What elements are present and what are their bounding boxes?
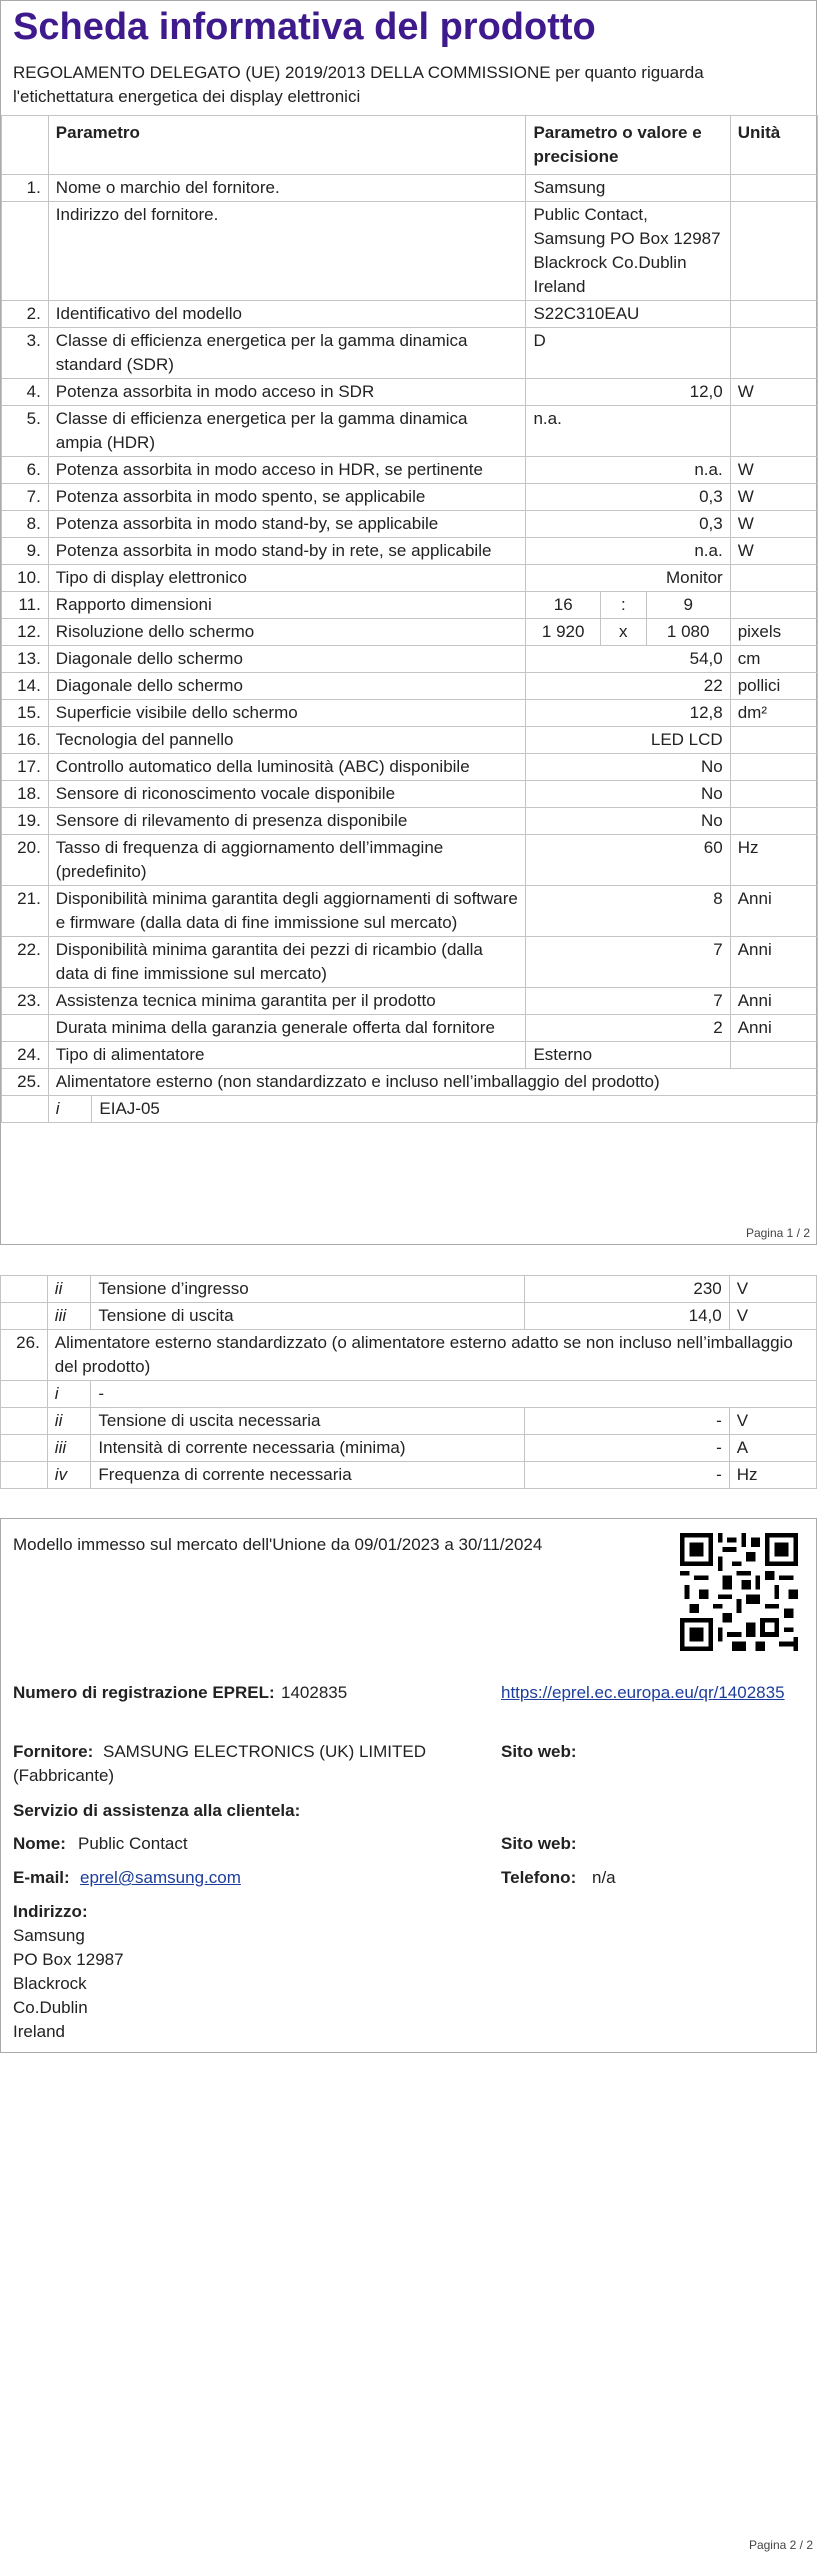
parameter-label: Potenza assorbita in modo stand-by, se applicabile: [48, 511, 526, 538]
table-row: [2, 406, 818, 457]
parameter-label: Sensore di rilevamento di presenza disponibile: [48, 808, 526, 835]
row-number: 17.: [2, 754, 49, 781]
parameter-label: Durata minima della garanzia generale offerta dal fornitore: [48, 1015, 526, 1042]
qr-code-icon: [680, 1533, 798, 1651]
parameter-value: 0,3: [526, 484, 730, 511]
parameter-unit: pollici: [730, 673, 817, 700]
blank-cell: [1, 1408, 48, 1435]
parameter-value: n.a.: [526, 538, 730, 565]
table-row: [2, 202, 818, 301]
table-row: [2, 619, 818, 646]
parameter-unit: W: [730, 484, 817, 511]
table-row: [1, 1303, 817, 1330]
contact-name-label: Nome:: [13, 1834, 66, 1853]
sub-index: iv: [47, 1462, 91, 1489]
parameter-label: Potenza assorbita in modo acceso in HDR, se pertinente: [48, 457, 526, 484]
sub-index: i: [47, 1381, 91, 1408]
row-number: 12.: [2, 619, 49, 646]
parameter-value: 7: [526, 988, 730, 1015]
sub-index: ii: [47, 1408, 91, 1435]
row-number: 11.: [2, 592, 49, 619]
parameter-label: Assistenza tecnica minima garantita per il prodotto: [48, 988, 526, 1015]
parameter-value: No: [526, 808, 730, 835]
row-number: 26.: [1, 1330, 48, 1381]
parameter-unit: Anni: [730, 886, 817, 937]
address-block: [13, 1924, 124, 2044]
parameter-label: Diagonale dello schermo: [48, 646, 526, 673]
parameter-value: 230: [525, 1276, 729, 1303]
address-line: Co.Dublin: [13, 1998, 88, 2017]
parameter-value: Monitor: [526, 565, 730, 592]
parameter-value: No: [526, 781, 730, 808]
blank-cell: [1, 1381, 48, 1408]
table-row: [2, 301, 818, 328]
parameter-unit: [730, 1042, 817, 1069]
table-row: [2, 175, 818, 202]
table-row: [2, 1015, 818, 1042]
parameter-unit: pixels: [730, 619, 817, 646]
row-number: 21.: [2, 886, 49, 937]
table-row: [1, 1276, 817, 1303]
parameter-label: Indirizzo del fornitore.: [48, 202, 526, 301]
table-row: [2, 538, 818, 565]
row-number: 16.: [2, 727, 49, 754]
parameter-unit: Hz: [730, 835, 817, 886]
row-number: 19.: [2, 808, 49, 835]
sub-index: iii: [47, 1303, 91, 1330]
table-row: [2, 727, 818, 754]
parameter-value: No: [526, 754, 730, 781]
parameter-label: Rapporto dimensioni: [48, 592, 526, 619]
table-row: [1, 1408, 817, 1435]
parameter-label: Potenza assorbita in modo acceso in SDR: [48, 379, 526, 406]
parameter-unit: A: [729, 1435, 816, 1462]
table-row: [1, 1462, 817, 1489]
header-parameter: Parametro: [48, 116, 526, 175]
row-number: 20.: [2, 835, 49, 886]
parameter-value: 12,8: [526, 700, 730, 727]
table-row: [2, 886, 818, 937]
table-row: [2, 511, 818, 538]
table-row: [2, 379, 818, 406]
table-row: [2, 781, 818, 808]
parameter-label: Nome o marchio del fornitore.: [48, 175, 526, 202]
parameter-value: Esterno: [526, 1042, 730, 1069]
phone-value: n/a: [592, 1868, 616, 1887]
regulation-subtitle: REGOLAMENTO DELEGATO (UE) 2019/2013 DELLA COMMISSIONE per quanto riguarda l'etichettatura energetica dei display elettronici: [13, 63, 704, 106]
parameter-unit: [730, 202, 817, 301]
sub-parameter: Tensione di uscita: [91, 1303, 525, 1330]
address-line: Samsung: [13, 1926, 85, 1945]
value-a: 1 920: [526, 619, 600, 646]
parameter-unit: [730, 808, 817, 835]
parameter-value: 14,0: [525, 1303, 729, 1330]
table-row: [2, 988, 818, 1015]
parameter-unit: V: [729, 1276, 816, 1303]
row-number: 25.: [2, 1069, 49, 1096]
row-number: [2, 1015, 49, 1042]
parameter-unit: [730, 406, 817, 457]
table-row: [2, 700, 818, 727]
parameter-unit: Hz: [729, 1462, 816, 1489]
sub-parameter: -: [91, 1381, 817, 1408]
table-row: [2, 808, 818, 835]
service-website-label: Sito web:: [501, 1834, 577, 1853]
sub-index: i: [48, 1096, 92, 1123]
supplier-label: Fornitore:: [13, 1742, 94, 1761]
parameter-value: LED LCD: [526, 727, 730, 754]
row-number: 6.: [2, 457, 49, 484]
table-row: [2, 592, 818, 619]
table-row: [2, 835, 818, 886]
table-row: [2, 565, 818, 592]
row-number: 1.: [2, 175, 49, 202]
parameter-label: Sensore di riconoscimento vocale disponibile: [48, 781, 526, 808]
row-number: 24.: [2, 1042, 49, 1069]
parameter-value: Samsung: [526, 175, 730, 202]
parameter-value: 54,0: [526, 646, 730, 673]
parameter-unit: [730, 328, 817, 379]
parameter-label: Disponibilità minima garantita degli aggiornamenti di software e firmware (dalla data di fine immissione sul mercato): [48, 886, 526, 937]
parameter-unit: [730, 565, 817, 592]
table-row: [2, 1096, 818, 1123]
row-number: 13.: [2, 646, 49, 673]
parameter-unit: cm: [730, 646, 817, 673]
parameters-table-continued: [0, 1275, 817, 1489]
eprel-link[interactable]: https://eprel.ec.europa.eu/qr/1402835: [501, 1683, 785, 1702]
page-number-2: Pagina 2 / 2: [748, 2538, 813, 2552]
row-number: [2, 202, 49, 301]
parameter-unit: V: [729, 1408, 816, 1435]
parameter-unit: V: [729, 1303, 816, 1330]
parameter-label: Tipo di alimentatore: [48, 1042, 526, 1069]
parameter-unit: Anni: [730, 937, 817, 988]
table-row: [2, 457, 818, 484]
sub-index: iii: [47, 1435, 91, 1462]
contact-name-value: Public Contact: [78, 1834, 188, 1853]
table-row: [1, 1381, 817, 1408]
row-number: 4.: [2, 379, 49, 406]
phone-label: Telefono:: [501, 1868, 577, 1887]
row-number: 18.: [2, 781, 49, 808]
table-header-row: [2, 116, 818, 175]
page-number: Pagina 1 / 2: [745, 1226, 810, 1240]
parameter-value: 12,0: [526, 379, 730, 406]
parameter-label: Alimentatore esterno (non standardizzato e incluso nell’imballaggio del prodotto): [48, 1069, 817, 1096]
parameter-unit: W: [730, 457, 817, 484]
row-number: 10.: [2, 565, 49, 592]
website-label: Sito web:: [501, 1742, 577, 1761]
value-separator: :: [600, 592, 646, 619]
parameter-value: 22: [526, 673, 730, 700]
parameter-value: n.a.: [526, 457, 730, 484]
table-row: [2, 1069, 818, 1096]
parameter-value: S22C310EAU: [526, 301, 730, 328]
blank-cell: [1, 1303, 48, 1330]
address-line: Blackrock: [13, 1974, 87, 1993]
row-number: 15.: [2, 700, 49, 727]
sub-parameter: Tensione di uscita necessaria: [91, 1408, 525, 1435]
parameter-label: Alimentatore esterno standardizzato (o alimentatore esterno adatto se non incluso nell’imballaggio del prodotto): [47, 1330, 816, 1381]
header-unit: Unità: [730, 116, 817, 175]
parameter-unit: Anni: [730, 988, 817, 1015]
parameter-label: Diagonale dello schermo: [48, 673, 526, 700]
parameter-value: 7: [526, 937, 730, 988]
eprel-number: 1402835: [281, 1683, 348, 1702]
sub-index: ii: [47, 1276, 91, 1303]
parameter-value: 2: [526, 1015, 730, 1042]
sub-parameter: EIAJ-05: [92, 1096, 818, 1123]
eprel-label: Numero di registrazione EPREL:: [13, 1683, 275, 1702]
table-row: [1, 1330, 817, 1381]
value-separator: x: [600, 619, 646, 646]
parameter-unit: [730, 592, 817, 619]
blank-cell: [1, 1435, 48, 1462]
parameter-label: Tasso di frequenza di aggiornamento dell’immagine (predefinito): [48, 835, 526, 886]
value-b: 1 080: [646, 619, 730, 646]
parameter-label: Potenza assorbita in modo spento, se applicabile: [48, 484, 526, 511]
parameter-unit: [730, 175, 817, 202]
parameter-label: Classe di efficienza energetica per la gamma dinamica ampia (HDR): [48, 406, 526, 457]
value-b: 9: [646, 592, 730, 619]
blank-cell: [2, 1096, 49, 1123]
supplier-value: SAMSUNG ELECTRONICS (UK) LIMITED (Fabbricante): [13, 1742, 427, 1785]
table-row: [1, 1435, 817, 1462]
row-number: 8.: [2, 511, 49, 538]
parameter-unit: W: [730, 511, 817, 538]
blank-cell: [1, 1276, 48, 1303]
parameter-value: Public Contact, Samsung PO Box 12987 Blackrock Co.Dublin Ireland: [526, 202, 730, 301]
parameter-unit: [730, 754, 817, 781]
parameter-value: -: [525, 1408, 729, 1435]
row-number: 9.: [2, 538, 49, 565]
parameter-label: Classe di efficienza energetica per la gamma dinamica standard (SDR): [48, 328, 526, 379]
parameter-value: n.a.: [526, 406, 730, 457]
address-line: PO Box 12987: [13, 1950, 124, 1969]
customer-service-label: Servizio di assistenza alla clientela:: [13, 1801, 301, 1820]
parameters-table: [1, 115, 818, 1123]
row-number: 3.: [2, 328, 49, 379]
parameter-label: Tipo di display elettronico: [48, 565, 526, 592]
parameter-unit: W: [730, 538, 817, 565]
page-title: Scheda informativa del prodotto: [13, 6, 596, 48]
address-line: Ireland: [13, 2022, 65, 2041]
parameter-label: Controllo automatico della luminosità (ABC) disponibile: [48, 754, 526, 781]
email-link[interactable]: eprel@samsung.com: [80, 1868, 241, 1887]
parameter-label: Tecnologia del pannello: [48, 727, 526, 754]
table-row: [2, 754, 818, 781]
parameter-label: Disponibilità minima garantita dei pezzi di ricambio (dalla data di fine immissione sul mercato): [48, 937, 526, 988]
table-row: [2, 1042, 818, 1069]
table-row: [2, 673, 818, 700]
address-label: Indirizzo:: [13, 1902, 88, 1921]
parameter-value: 60: [526, 835, 730, 886]
parameter-unit: dm²: [730, 700, 817, 727]
blank-cell: [1, 1462, 48, 1489]
header-value: Parametro o valore e precisione: [526, 116, 730, 175]
parameter-unit: Anni: [730, 1015, 817, 1042]
email-label: E-mail:: [13, 1868, 70, 1887]
table-row: [2, 937, 818, 988]
product-sheet-page-1: [0, 0, 817, 1245]
parameter-label: Identificativo del modello: [48, 301, 526, 328]
parameter-unit: W: [730, 379, 817, 406]
parameter-value: 8: [526, 886, 730, 937]
sub-parameter: Intensità di corrente necessaria (minima): [91, 1435, 525, 1462]
row-number: 22.: [2, 937, 49, 988]
table-row: [2, 328, 818, 379]
parameter-unit: [730, 727, 817, 754]
parameter-label: Superficie visibile dello schermo: [48, 700, 526, 727]
supplier-info-box: [0, 1518, 817, 2053]
row-number: 23.: [2, 988, 49, 1015]
value-a: 16: [526, 592, 600, 619]
parameter-value: -: [525, 1435, 729, 1462]
parameter-label: Potenza assorbita in modo stand-by in rete, se applicabile: [48, 538, 526, 565]
parameter-value: 0,3: [526, 511, 730, 538]
table-row: [2, 646, 818, 673]
parameter-unit: [730, 781, 817, 808]
row-number: 5.: [2, 406, 49, 457]
parameter-unit: [730, 301, 817, 328]
parameter-value: -: [525, 1462, 729, 1489]
parameter-label: Risoluzione dello schermo: [48, 619, 526, 646]
table-row: [2, 484, 818, 511]
row-number: 7.: [2, 484, 49, 511]
row-number: 14.: [2, 673, 49, 700]
market-period: Modello immesso sul mercato dell'Unione da 09/01/2023 a 30/11/2024: [13, 1535, 543, 1554]
parameter-value: D: [526, 328, 730, 379]
row-number: 2.: [2, 301, 49, 328]
sub-parameter: Tensione d’ingresso: [91, 1276, 525, 1303]
sub-parameter: Frequenza di corrente necessaria: [91, 1462, 525, 1489]
